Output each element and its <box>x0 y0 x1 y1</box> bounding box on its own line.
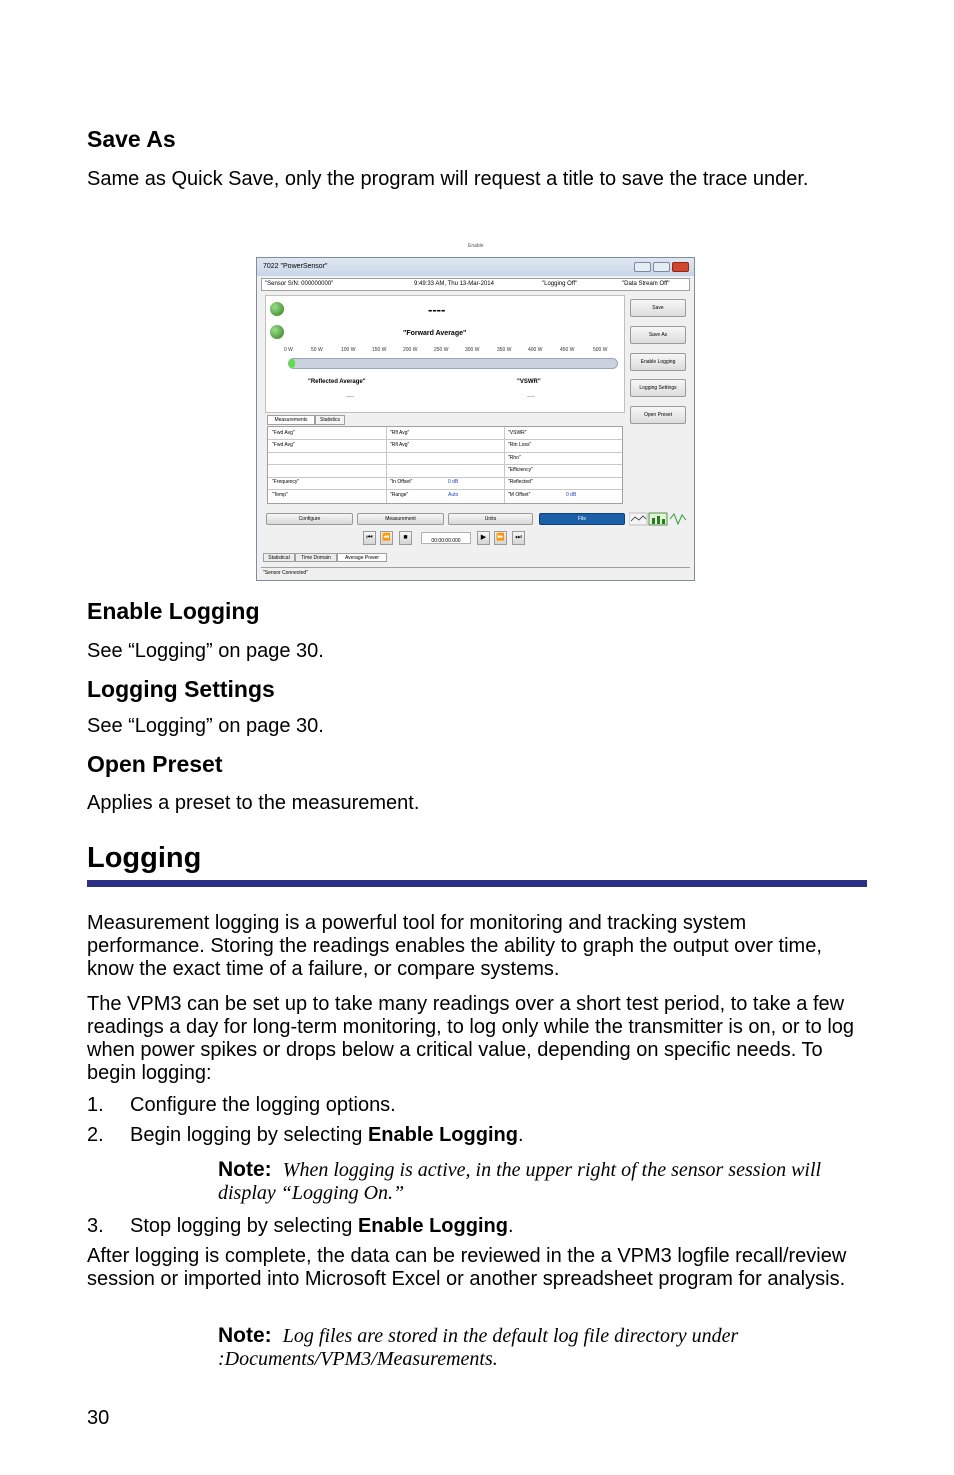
grid-cell: "Rtn Loss" <box>508 442 532 448</box>
scale-tick: 100 W <box>341 347 356 353</box>
section-body-enable-logging: See “Logging” on page 30. <box>87 640 324 662</box>
units-button[interactable]: Units <box>448 513 533 525</box>
skip-forward-icon[interactable]: ⏭ <box>512 531 525 545</box>
grid-cell: "Rfl Avg" <box>390 442 410 448</box>
file-button[interactable]: File <box>539 513 625 525</box>
rewind-icon[interactable]: ⏪ <box>380 531 393 545</box>
section-title-logging-settings: Logging Settings <box>87 676 275 702</box>
heading-rule <box>87 880 867 887</box>
tab-time-domain[interactable]: Time Domain <box>295 553 337 562</box>
grid-cell: "Efficiency" <box>508 467 533 473</box>
open-preset-button[interactable]: Open Preset <box>630 406 686 424</box>
grid-value: 0 dB <box>448 479 459 485</box>
sensor-status-row <box>261 278 690 291</box>
note-2 <box>218 1324 868 1371</box>
grid-cell: "M Offset" <box>508 492 531 498</box>
close-icon <box>672 262 689 272</box>
tab-statistical[interactable]: Statistical <box>263 553 295 562</box>
power-bar <box>288 358 618 369</box>
tab-measurements[interactable]: Measurements <box>267 415 315 425</box>
skip-back-icon[interactable]: ⏮ <box>363 531 376 545</box>
scale-tick: 0 W <box>284 347 293 353</box>
grid-cell: "Range" <box>390 492 409 498</box>
sensor-datetime: 9:49:33 AM, Thu 13-Mar-2014 <box>414 281 494 287</box>
enable-logging-reference: Enable Logging <box>367 1124 518 1146</box>
grid-cell: "In Offset" <box>390 479 413 485</box>
fast-forward-icon[interactable]: ⏩ <box>494 531 507 545</box>
grid-cell: "Reflected" <box>508 479 533 485</box>
scale-tick: 400 W <box>528 347 543 353</box>
step-number: 3. <box>87 1215 104 1237</box>
tab-statistics[interactable]: Statistics <box>315 415 345 425</box>
time-display: 00:00:00.000 <box>421 532 471 544</box>
status-led-icon <box>270 302 284 316</box>
grid-value: Auto <box>448 492 459 498</box>
enable-logging-button[interactable]: Enable Logging <box>630 353 686 371</box>
grid-value: 0 dB <box>566 492 577 498</box>
grid-cell: "Rfl Avg" <box>390 430 410 436</box>
grid-cell: "VSWR" <box>508 430 527 436</box>
step-1-text: Configure the logging options. <box>130 1094 396 1116</box>
section-body-logging-settings: See “Logging” on page 30. <box>87 715 324 737</box>
section-body-save-as: Same as Quick Save, only the program will request a title to save the trace under. <box>87 168 809 190</box>
scale-tick: 200 W <box>403 347 418 353</box>
section-title-enable-logging: Enable Logging <box>87 598 260 624</box>
save-button[interactable]: Save <box>630 299 686 317</box>
enable-logging-reference: Enable Logging <box>357 1215 508 1237</box>
note-label: Note: <box>218 1324 272 1347</box>
maximize-icon <box>653 262 670 272</box>
note-1 <box>218 1158 868 1205</box>
scale-tick: 350 W <box>497 347 512 353</box>
scale-tick: 500 W <box>593 347 608 353</box>
window-title: 7022 "PowerSensor" <box>263 263 328 270</box>
step-3-text: Stop logging by selecting Enable Logging. <box>130 1215 514 1237</box>
reflected-average-label: "Reflected Average" <box>308 379 366 385</box>
grid-cell: "Fwd Avg" <box>272 442 295 448</box>
grid-cell: "Temp" <box>272 492 288 498</box>
data-stream-status: "Data Stream Off" <box>622 281 670 287</box>
window-titlebar <box>257 258 694 276</box>
measurement-panel <box>265 295 625 413</box>
scale-tick: 50 W <box>311 347 323 353</box>
forward-average-value: ---- <box>428 302 446 317</box>
section-title-save-as: Save As <box>87 126 176 152</box>
vswr-label: "VSWR" <box>517 379 541 385</box>
step-2-text: Begin logging by selecting Enable Logging. <box>130 1124 524 1146</box>
vswr-value: ---- <box>527 394 535 400</box>
grid-cell: "Rho" <box>508 455 521 461</box>
forward-average-label: "Forward Average" <box>403 330 467 337</box>
scale-tick: 300 W <box>465 347 480 353</box>
page-number: 30 <box>87 1407 110 1429</box>
grid-cell: "Frequency" <box>272 479 300 485</box>
scale-tick: 150 W <box>372 347 387 353</box>
note-text: Log files are stored in the default log file directory under :Documents/VPM3/Measurements. <box>218 1325 739 1370</box>
step-number: 2. <box>87 1124 104 1146</box>
window-footer-status: "Sensor Connected" <box>261 567 690 578</box>
logging-paragraph-2: The VPM3 can be set up to take many readings over a short test period, to take a few readings a day for long-term monitoring, to log only while the transmitter is on, or to log when power spikes or drops below a critical value, depending on specific needs. To begin logging: <box>87 993 855 1084</box>
save-as-button[interactable]: Save As <box>630 326 686 344</box>
status-led-icon <box>270 325 284 339</box>
section-body-open-preset: Applies a preset to the measurement. <box>87 792 420 814</box>
note-text: When logging is active, in the upper right of the sensor session will display “Logging On.” <box>218 1159 822 1204</box>
logging-paragraph-3: After logging is complete, the data can be reviewed in the a VPM3 logfile recall/review session or imported into Microsoft Excel or another spreadsheet program for analysis. <box>87 1245 847 1290</box>
minimize-icon <box>634 262 651 272</box>
stop-icon[interactable]: ■ <box>399 531 412 545</box>
sensor-serial: "Sensor S/N: 000000000" <box>265 281 334 287</box>
logging-paragraph-1: Measurement logging is a powerful tool for monitoring and tracking system performance. Storing the readings enables the ability to graph the output over time, know the exact time of a failure, or compare systems. <box>87 912 822 980</box>
scale-tick: 450 W <box>560 347 575 353</box>
logging-status: "Logging Off" <box>542 281 578 287</box>
power-bar-fill <box>289 359 295 368</box>
measurement-button[interactable]: Measurement <box>357 513 444 525</box>
configure-button[interactable]: Configure <box>266 513 353 525</box>
play-icon[interactable]: ▶ <box>477 531 490 545</box>
scale-tick: 250 W <box>434 347 449 353</box>
measurements-grid <box>267 426 623 504</box>
screenshot-caption: Enable <box>468 243 484 249</box>
graph-view-icons[interactable] <box>629 512 689 526</box>
logging-settings-button[interactable]: Logging Settings <box>630 379 686 397</box>
reflected-average-value: ---- <box>346 394 354 400</box>
logging-heading: Logging <box>87 842 202 874</box>
section-title-open-preset: Open Preset <box>87 751 223 777</box>
step-number: 1. <box>87 1094 104 1116</box>
grid-cell: "Fwd Avg" <box>272 430 295 436</box>
tab-average-power[interactable]: Average Power <box>337 553 387 562</box>
note-label: Note: <box>218 1158 272 1181</box>
power-sensor-window-screenshot <box>256 257 695 581</box>
